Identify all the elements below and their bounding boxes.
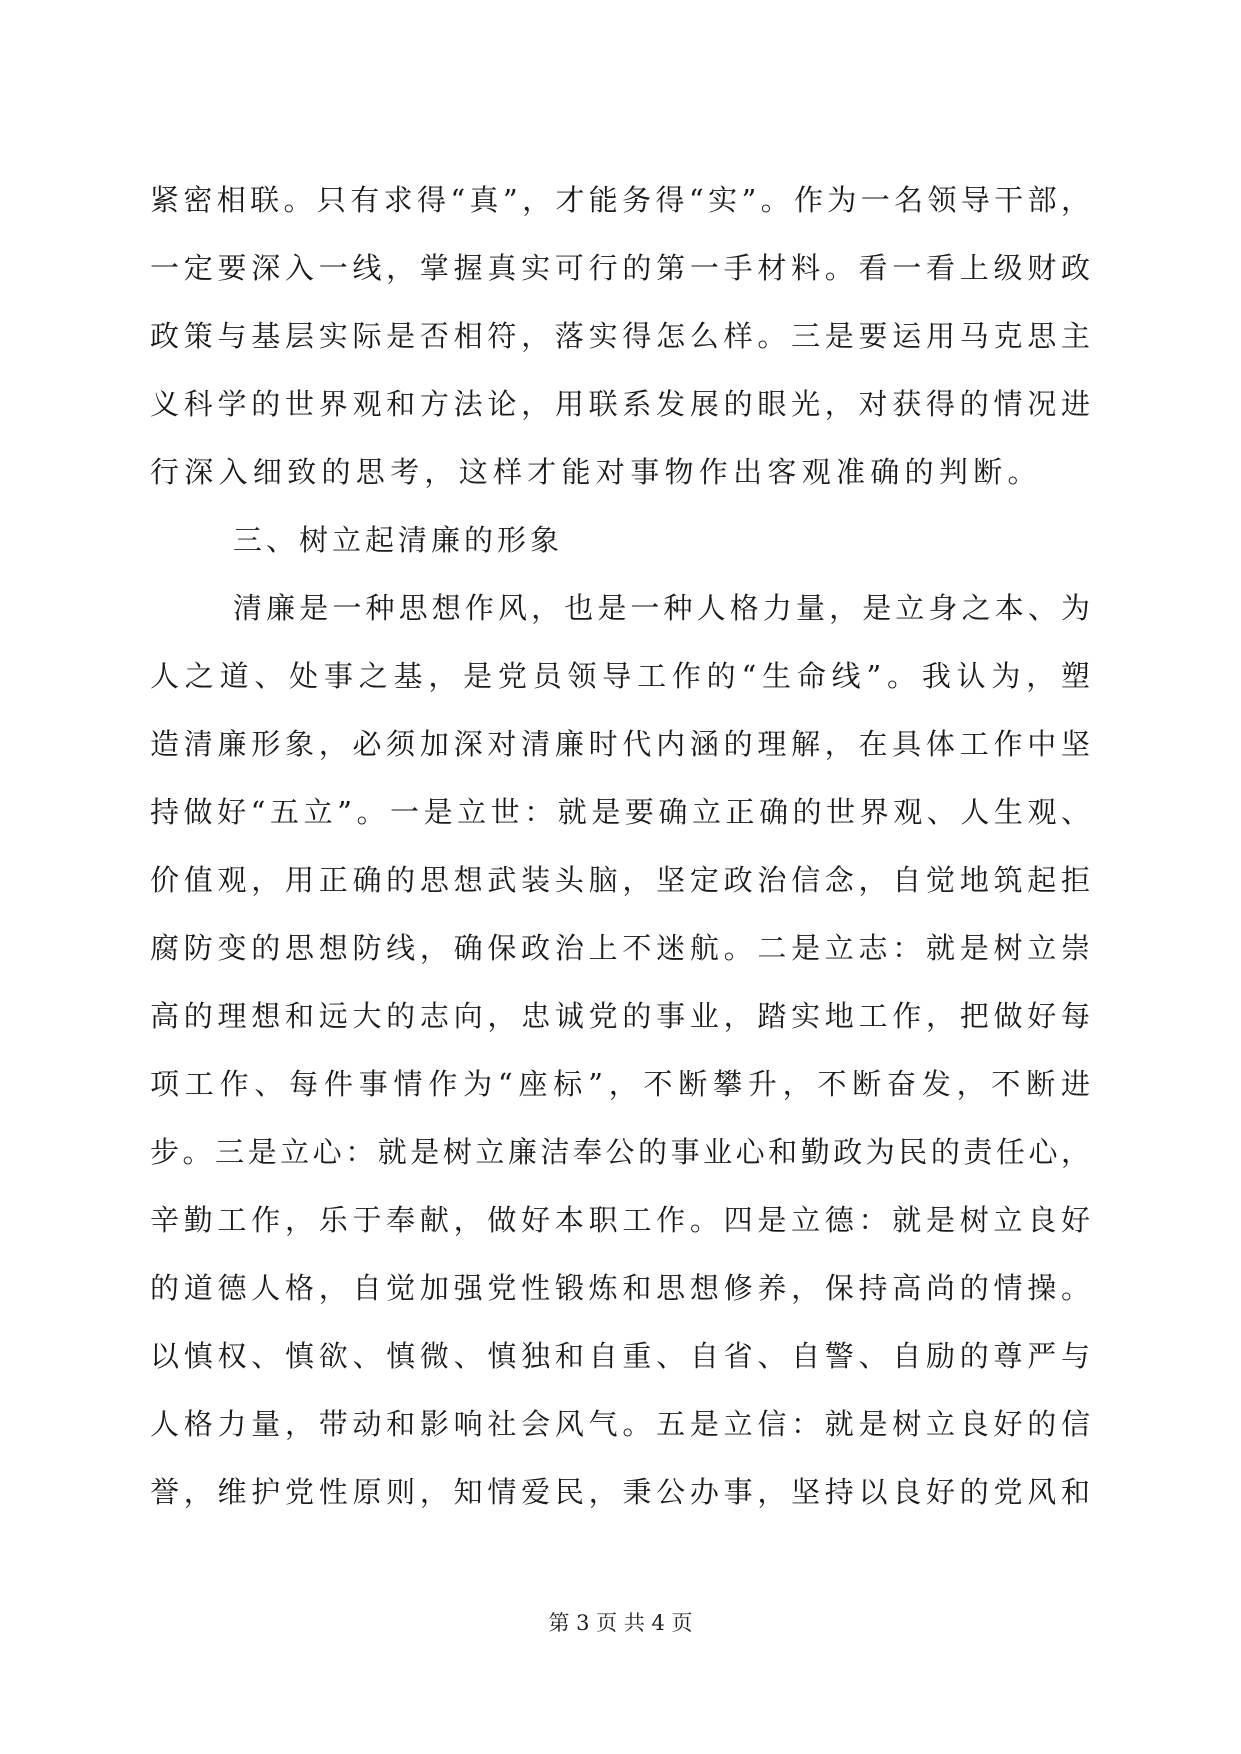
page-number-footer: 第 3 页 共 4 页 [548, 1611, 693, 1635]
body-line: 的道德人格，自觉加强党性锻炼和思想修养，保持高尚的情操。 [150, 1271, 1090, 1305]
body-line: 辛勤工作，乐于奉献，做好本职工作。四是立德：就是树立良好 [150, 1203, 1090, 1237]
body-line: 造清廉形象，必须加深对清廉时代内涵的理解，在具体工作中坚 [150, 727, 1090, 761]
body-line: 政策与基层实际是否相符，落实得怎么样。三是要运用马克思主 [150, 319, 1090, 353]
body-line: 人格力量，带动和影响社会风气。五是立信：就是树立良好的信 [150, 1407, 1090, 1441]
body-line: 一定要深入一线，掌握真实可行的第一手材料。看一看上级财政 [150, 251, 1090, 285]
body-line: 以慎权、慎欲、慎微、慎独和自重、自省、自警、自励的尊严与 [150, 1339, 1090, 1373]
body-line: 价值观，用正确的思想武装头脑，坚定政治信念，自觉地筑起拒 [150, 863, 1090, 897]
body-line: 步。三是立心：就是树立廉洁奉公的事业心和勤政为民的责任心， [150, 1135, 1090, 1169]
body-line: 清廉是一种思想作风，也是一种人格力量，是立身之本、为 [233, 591, 1090, 625]
section-heading: 三、树立起清廉的形象 [233, 523, 564, 557]
body-line: 紧密相联。只有求得“真”，才能务得“实”。作为一名领导干部， [150, 183, 1090, 217]
body-line: 誉，维护党性原则，知情爱民，秉公办事，坚持以良好的党风和 [150, 1475, 1090, 1509]
body-line: 项工作、每件事情作为“座标”，不断攀升，不断奋发，不断进 [150, 1067, 1090, 1101]
body-line: 行深入细致的思考，这样才能对事物作出客观准确的判断。 [150, 455, 1042, 489]
body-line: 腐防变的思想防线，确保政治上不迷航。二是立志：就是树立崇 [150, 931, 1090, 965]
body-line: 持做好“五立”。一是立世：就是要确立正确的世界观、人生观、 [150, 795, 1090, 829]
body-line: 义科学的世界观和方法论，用联系发展的眼光，对获得的情况进 [150, 387, 1090, 421]
body-line: 人之道、处事之基，是党员领导工作的“生命线”。我认为，塑 [150, 659, 1090, 693]
body-line: 高的理想和远大的志向，忠诚党的事业，踏实地工作，把做好每 [150, 999, 1090, 1033]
